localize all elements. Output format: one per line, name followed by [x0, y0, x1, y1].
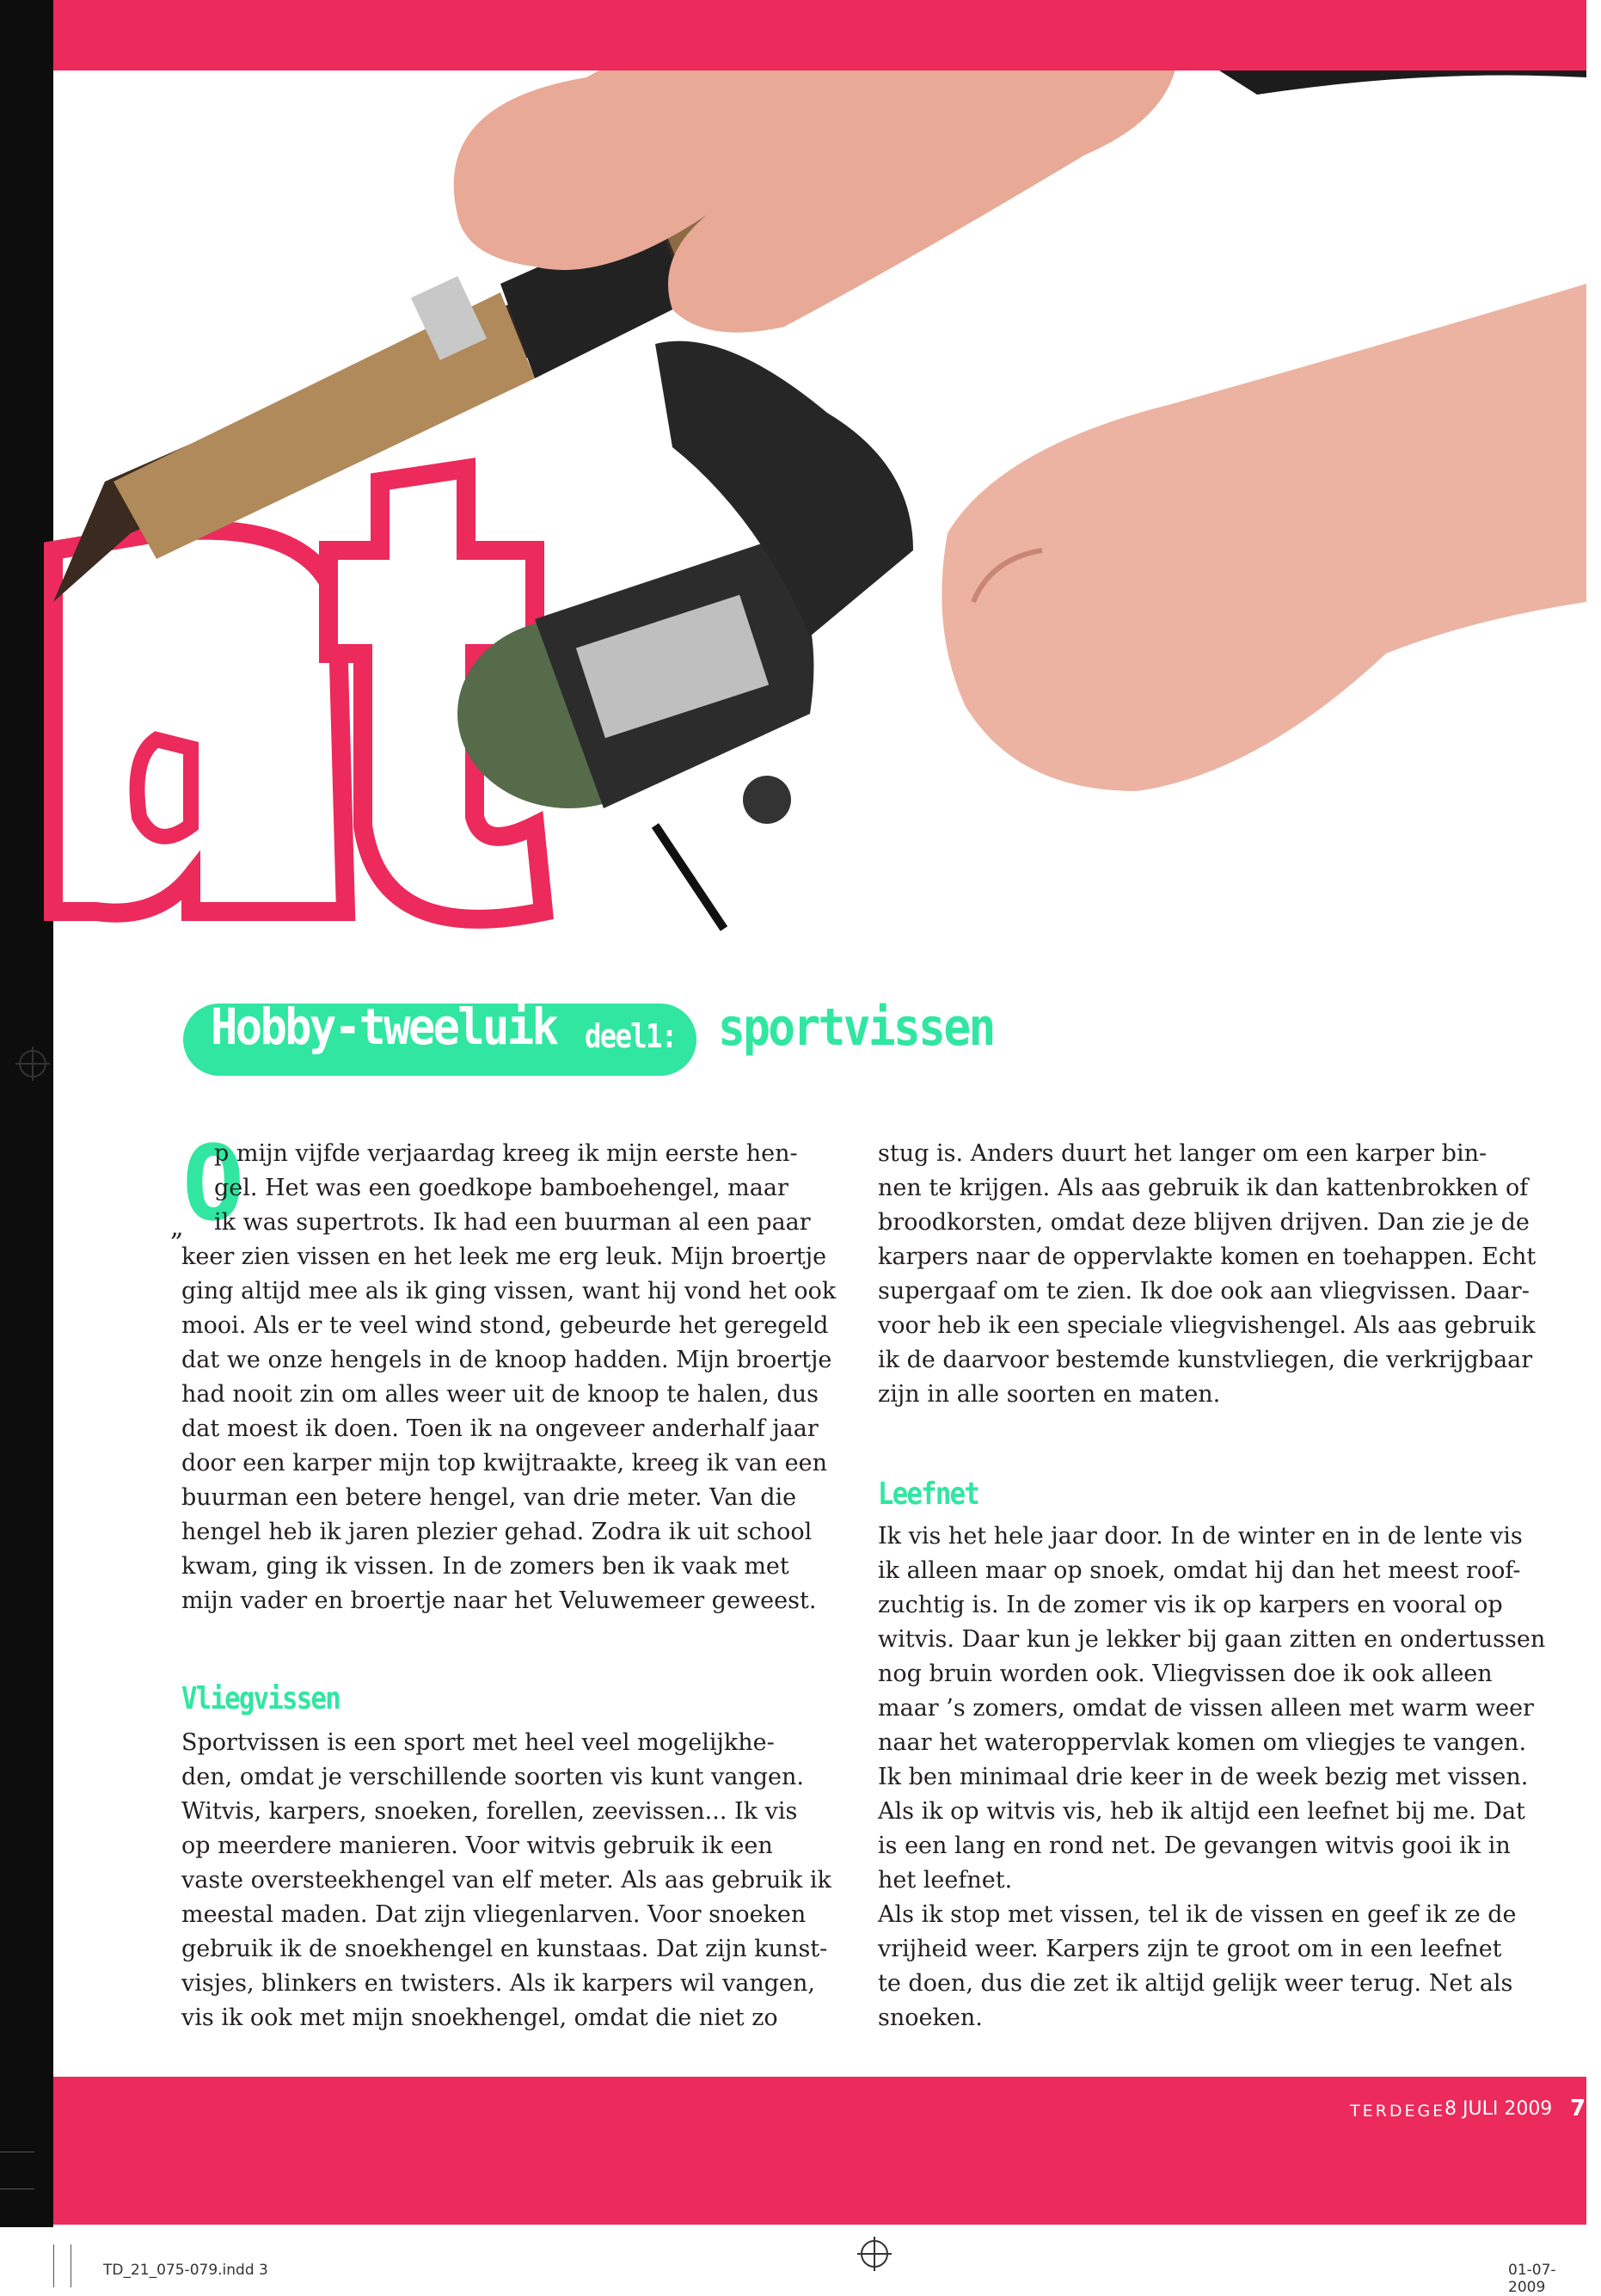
- text-line: Ik vis het hele jaar door. In de winter en in de lente vis: [878, 1523, 1523, 1550]
- text-line: gebruik ik de snoekhengel en kunstaas. Dat zijn kunst-: [181, 1936, 828, 1962]
- text-line: witvis. Daar kun je lekker bij gaan zitten en ondertussen: [878, 1626, 1546, 1653]
- text-line: karpers naar de oppervlakte komen en toehappen. Echt: [878, 1243, 1537, 1270]
- text-line: nen te krijgen. Als aas gebruik ik dan kattenbrokken of: [878, 1175, 1529, 1201]
- series-part: deel1:: [585, 1017, 677, 1055]
- text-line: Sportvissen is een sport met heel veel mogelijkhe-: [181, 1729, 775, 1756]
- subheading-vliegvissen: Vliegvissen: [181, 1681, 340, 1716]
- text-line: buurman een betere hengel, van drie meter. Van die: [181, 1484, 797, 1511]
- text-line: Witvis, karpers, snoeken, forellen, zeevissen... Ik vis: [181, 1798, 798, 1825]
- subheading-leefnet: Leefnet: [878, 1476, 979, 1512]
- hero-photo: [53, 0, 1586, 955]
- text-line: Als ik stop met vissen, tel ik de vissen en geef ik ze de: [878, 1901, 1517, 1928]
- text-line: kwam, ging ik vissen. In de zomers ben ik vaak met: [181, 1553, 789, 1580]
- top-red-band: [53, 0, 1586, 71]
- column-1-section: [181, 1726, 831, 2035]
- text-line: op meerdere manieren. Voor witvis gebruik ik een: [181, 1833, 773, 1859]
- text-line: hengel heb ik jaren plezier gehad. Zodra ik uit school: [181, 1519, 813, 1545]
- article-topic: sportvissen: [718, 998, 994, 1058]
- column-1-intro: [181, 1137, 836, 1618]
- text-line: mooi. Als er te veel wind stond, gebeurde het geregeld: [181, 1312, 829, 1339]
- text-line: nog bruin worden ook. Vliegvissen doe ik ook alleen: [878, 1661, 1493, 1687]
- registration-mark-icon: [861, 2240, 888, 2268]
- registration-mark-icon: [19, 1050, 46, 1077]
- text-line: mijn vader en broertje naar het Veluwemeer geweest.: [181, 1587, 817, 1614]
- text-line: ging altijd mee als ik ging vissen, want hij vond het ook: [181, 1278, 837, 1305]
- slug-filename: TD_21_075-079.indd 3: [103, 2262, 268, 2279]
- text-line: te doen, dus die zet ik altijd gelijk weer terug. Net als: [878, 1970, 1513, 1997]
- text-line: Ik ben minimaal drie keer in de week bezig met vissen.: [878, 1764, 1529, 1790]
- drop-cap: O: [182, 1125, 245, 1244]
- text-line: p mijn vijfde verjaardag kreeg ik mijn eerste hen-: [214, 1140, 798, 1167]
- text-line: supergaaf om te zien. Ik doe ook aan vliegvissen. Daar-: [878, 1278, 1530, 1305]
- text-line: keer zien vissen en het leek me erg leuk. Mijn broertje: [181, 1243, 827, 1270]
- opening-quote: „: [170, 1212, 184, 1243]
- text-line: dat moest ik doen. Toen ik na ongeveer anderhalf jaar: [181, 1415, 819, 1442]
- text-line: gel. Het was een goedkope bamboehengel, maar: [214, 1175, 788, 1201]
- page-number: 77: [1570, 2096, 1601, 2121]
- text-line: visjes, blinkers en twisters. Als ik karpers wil vangen,: [181, 1970, 815, 1997]
- issue-date: 8 JULI 2009: [1445, 2098, 1553, 2120]
- text-line: meestal maden. Dat zijn vliegenlarven. Voor snoeken: [181, 1901, 807, 1928]
- slug-date: 01-07-2009: [1508, 2262, 1556, 2296]
- text-line: broodkorsten, omdat deze blijven drijven. Dan zie je de: [878, 1209, 1530, 1236]
- fishing-reel-photo-icon: [53, 0, 1586, 955]
- text-line: ik was supertrots. Ik had een buurman al een paar: [214, 1209, 811, 1236]
- series-title: Hobby-tweeluik: [211, 998, 557, 1056]
- text-line: voor heb ik een speciale vliegvishengel. Als aas gebruik: [878, 1312, 1536, 1339]
- text-line: door een karper mijn top kwijtraakte, kreeg ik van een: [181, 1450, 828, 1476]
- text-line: dat we onze hengels in de knoop hadden. Mijn broertje: [181, 1347, 832, 1373]
- bottom-red-band: [53, 2077, 1586, 2225]
- text-line: naar het wateroppervlak komen om vliegjes te vangen.: [878, 1729, 1527, 1756]
- text-line: snoeken.: [878, 2004, 983, 2031]
- left-black-margin: [0, 0, 53, 2227]
- text-line: vrijheid weer. Karpers zijn te groot om in een leefnet: [878, 1936, 1502, 1962]
- text-line: ik alleen maar op snoek, omdat hij dan het meest roof-: [878, 1557, 1521, 1584]
- text-line: het leefnet.: [878, 1867, 1013, 1894]
- text-line: vis ik ook met mijn snoekhengel, omdat die niet zo: [181, 2004, 778, 2031]
- text-line: ik de daarvoor bestemde kunstvliegen, die verkrijgbaar: [878, 1347, 1533, 1373]
- text-line: vaste oversteekhengel van elf meter. Als aas gebruik ik: [181, 1867, 831, 1894]
- column-2-section: [878, 1519, 1545, 2035]
- text-line: had nooit zin om alles weer uit de knoop te halen, dus: [181, 1381, 819, 1408]
- text-line: den, omdat je verschillende soorten vis kunt vangen.: [181, 1764, 804, 1790]
- crop-mark: [53, 2244, 54, 2287]
- column-2-intro: [878, 1137, 1536, 1412]
- magazine-name: TERDEGE: [1350, 2102, 1446, 2121]
- text-line: zuchtig is. In de zomer vis ik op karpers en vooral op: [878, 1592, 1503, 1618]
- text-line: zijn in alle soorten en maten.: [878, 1381, 1221, 1408]
- text-line: Als ik op witvis vis, heb ik altijd een leefnet bij me. Dat: [878, 1798, 1525, 1825]
- text-line: stug is. Anders duurt het langer om een karper bin-: [878, 1140, 1488, 1167]
- text-line: maar ’s zomers, omdat de vissen alleen met warm weer: [878, 1695, 1534, 1722]
- text-line: is een lang en rond net. De gevangen witvis gooi ik in: [878, 1833, 1511, 1859]
